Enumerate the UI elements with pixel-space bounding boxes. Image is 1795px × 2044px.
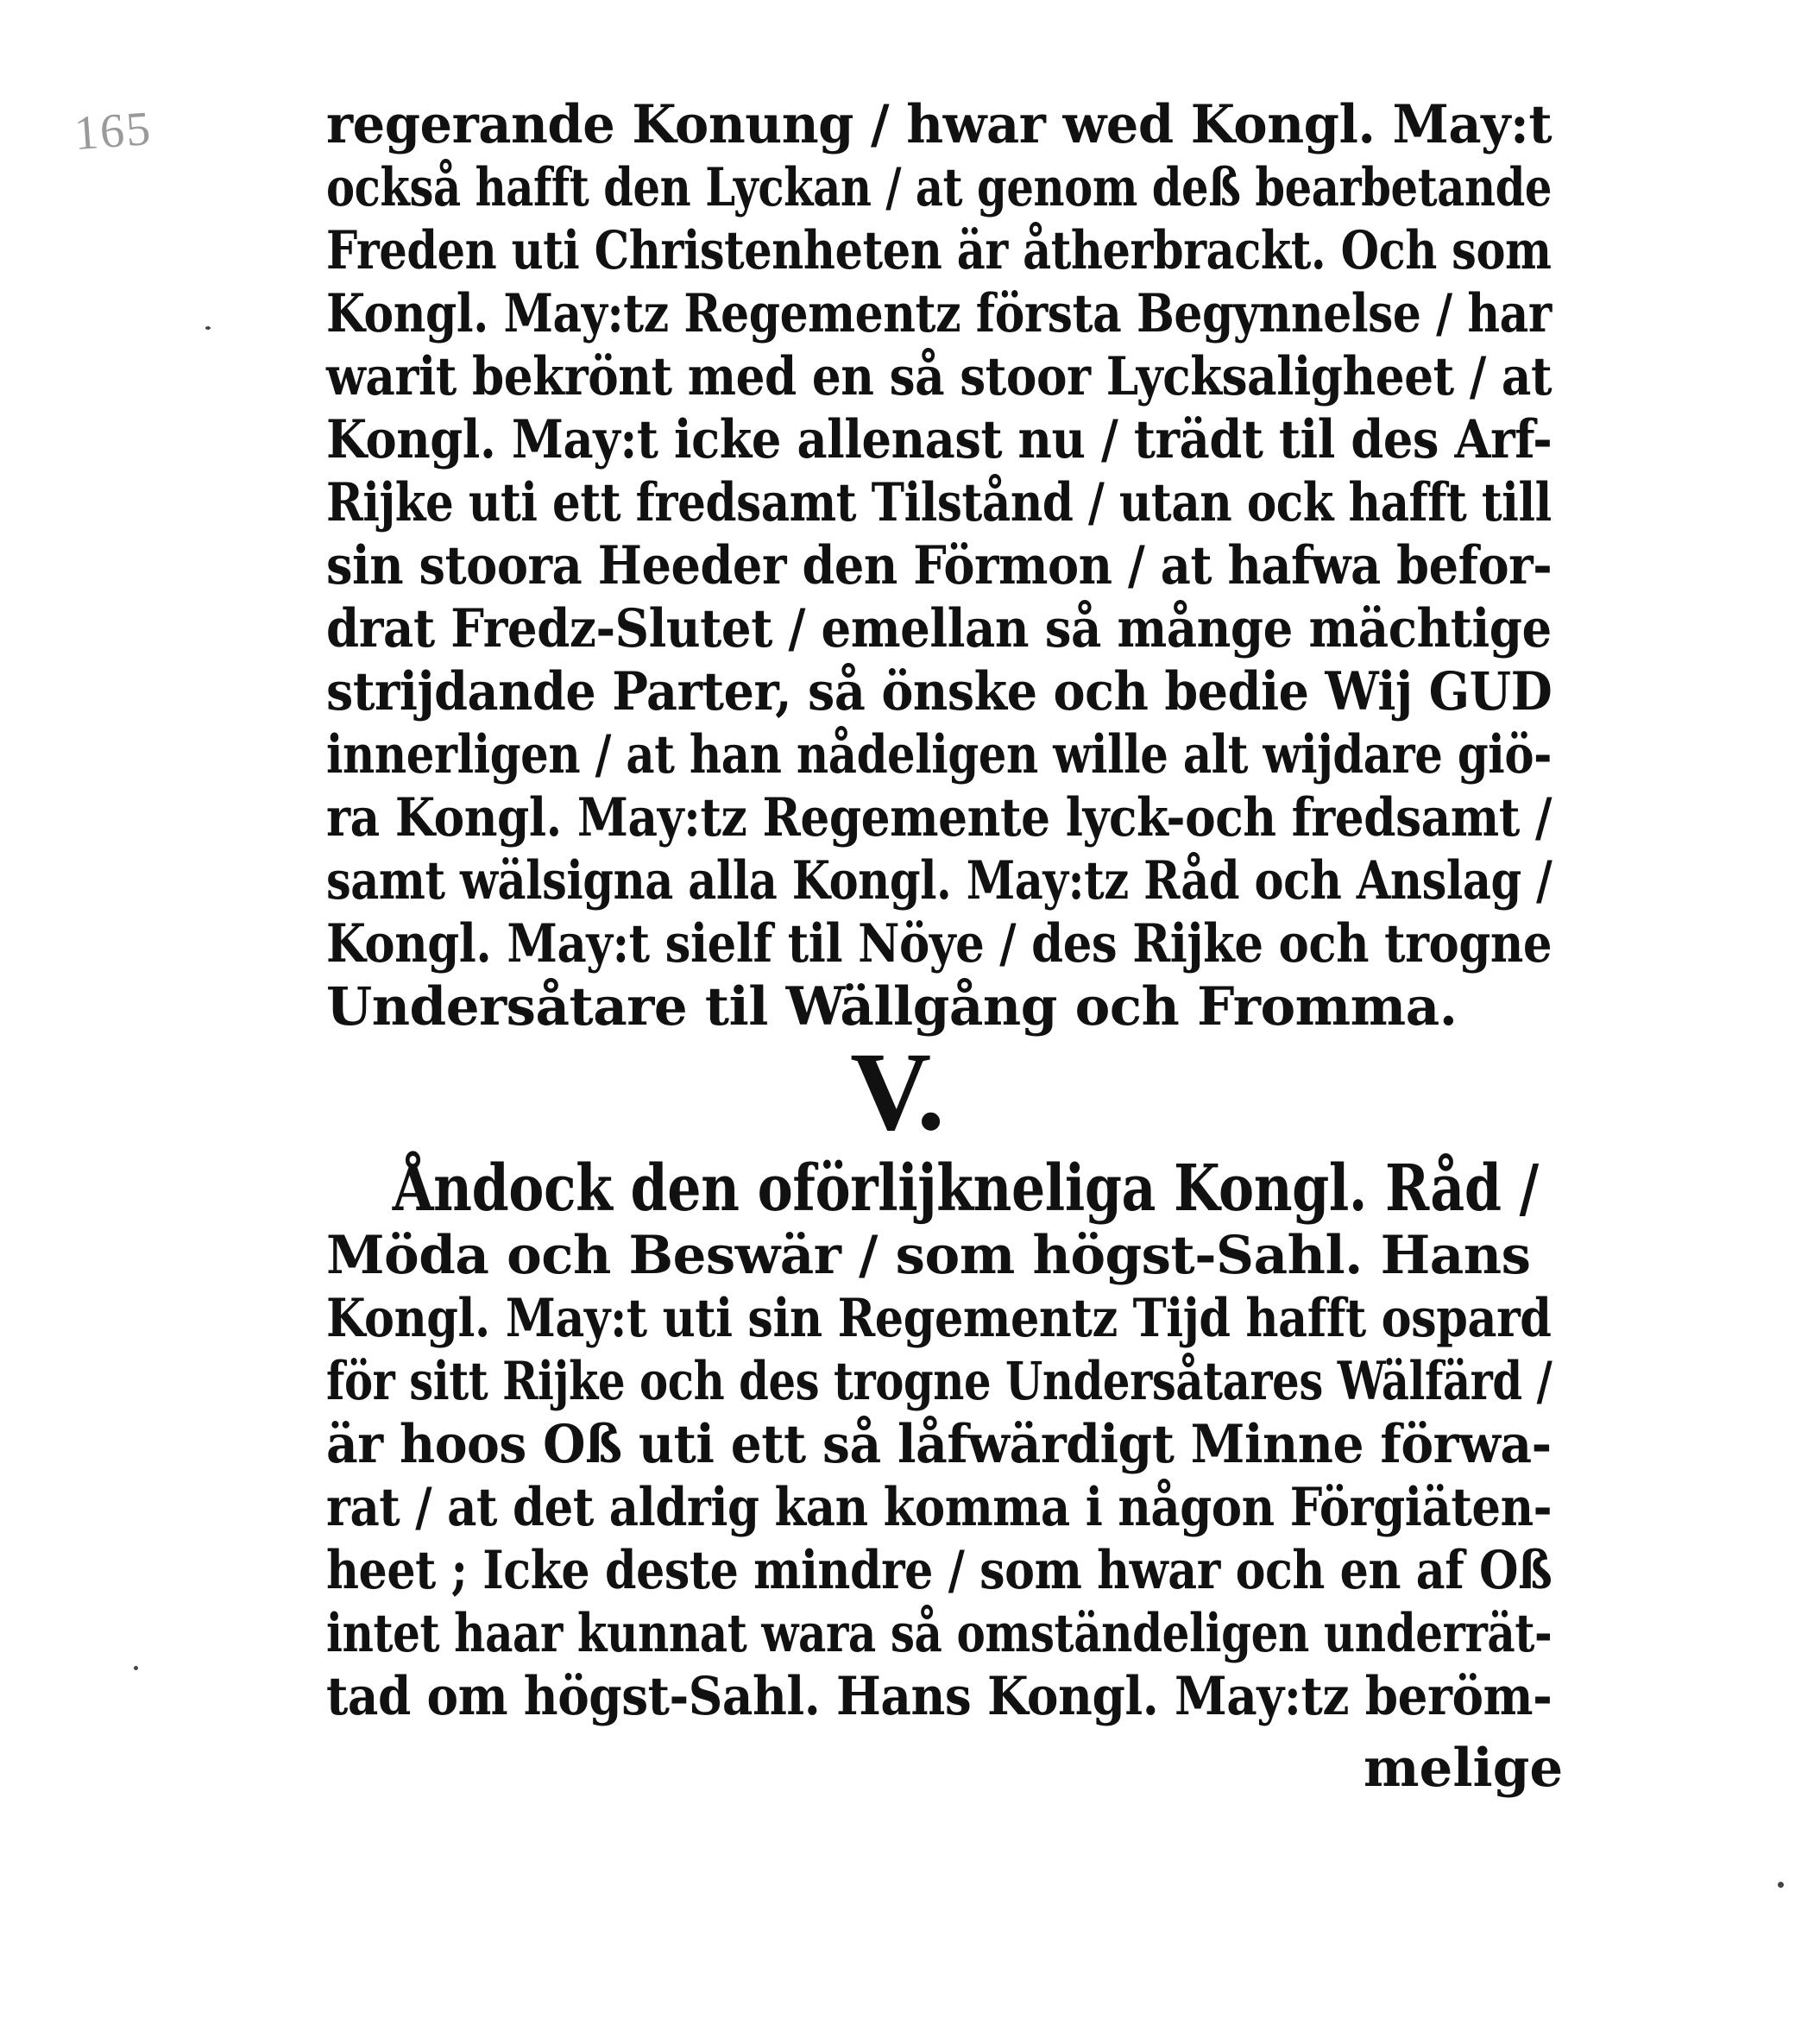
text-line: tad om högst-Sahl. Hans Kongl. May:tz beröm- [326,1666,1553,1727]
catchword: melige [1364,1738,1564,1799]
ink-speck [134,1666,138,1670]
ink-speck [1778,1882,1784,1888]
text-line: Freden uti Christenheten är åtherbrackt. Och som [326,220,1552,281]
text-line: intet haar kunnat wara så omständeligen underrät- [326,1603,1553,1664]
text-line: Undersåtare til Wällgång och Fromma. [326,976,1458,1038]
text-line-initial: Åndock den oförlijkneliga Kongl. Råd / [392,1151,1539,1226]
text-line: också hafft den Lyckan / at genom deß bearbetande [326,157,1553,218]
text-line: Kongl. May:t icke allenast nu / trädt til des Arf- [326,409,1553,470]
text-line: Kongl. May:t uti sin Regementz Tijd hafft ospard [326,1288,1552,1349]
text-line: warit bekrönt med en så stoor Lycksaligheet / at [326,346,1553,407]
text-line: Möda och Beswär / som högst-Sahl. Hans [326,1225,1531,1286]
text-line: samt wälsigna alla Kongl. May:tz Råd och Anslag / [326,850,1553,912]
text-line: Kongl. May:tz Regementz första Begynnelse / har [326,283,1552,344]
section-numeral: V. [850,1030,945,1154]
text-line: innerligen / at han nådeligen wille alt wijdare giö- [326,724,1552,785]
text-line: heet ; Icke deste mindre / som hwar och en af Oß [326,1540,1553,1601]
text-line: strijdande Parter, så önske och bedie Wij GUD [326,661,1553,722]
text-line: Kongl. May:t sielf til Nöye / des Rijke och trogne [326,913,1553,975]
text-line: drat Fredz-Slutet / emellan så månge mächtige [326,598,1552,659]
ink-speck [205,326,211,330]
text-line: ra Kongl. May:tz Regemente lyck-och fredsamt / [326,787,1553,849]
paragraph-one [326,93,1552,1038]
text-line: rat / at det aldrig kan komma i någon Förgiäten- [326,1477,1553,1538]
text-line: regerande Konung / hwar wed Kongl. May:t [326,94,1553,155]
paragraph-two [326,1153,1552,1728]
text-line: Rijke uti ett fredsamt Tilstånd / utan ock hafft till [326,472,1552,533]
text-line: för sitt Rijke och des trogne Undersåtares Wälfärd / [326,1351,1553,1412]
text-line: är hoos Oß uti ett så låfwärdigt Minne förwa- [326,1414,1552,1475]
text-line: sin stoora Heeder den Förmon / at hafwa befor- [326,535,1553,596]
margin-annotation: 165 [72,101,154,161]
